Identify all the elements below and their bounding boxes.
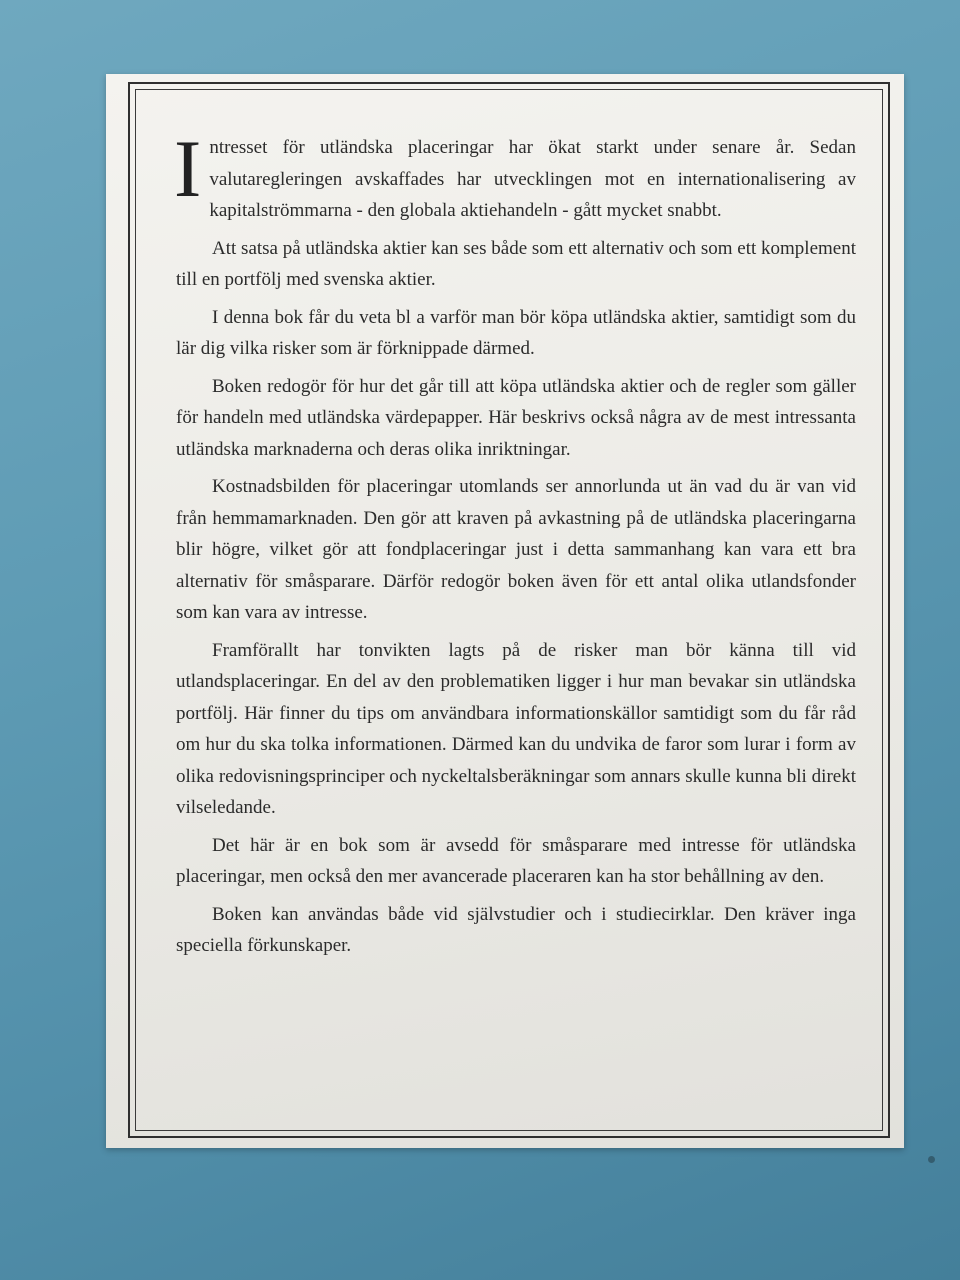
paragraph-2: Att satsa på utländska aktier kan ses både som ett alternativ och som ett komplement till en portfölj med svenska aktier.: [176, 237, 856, 290]
back-cover-panel: [106, 74, 904, 1148]
blurb-text: [174, 123, 856, 968]
paragraph-6: Framförallt har tonvikten lagts på de risker man bör känna till vid utlandsplaceringar. En del av den problematiken ligger i hur man bevakar sin utländska portfölj. Här finner du tips om användbara informationskällor samtidigt som du får råd om hur du ska tolka informationen. Därmed kan du undvika de faror som lurar i form av olika redovisningsprinciper och nyckeltalsberäkningar som annars skulle kunna bli direkt vilseledande.: [176, 639, 856, 818]
paragraph-5: Kostnadsbilden för placeringar utomlands ser annorlunda ut än vad du är van vid från hemmamarknaden. Den gör att kraven på avkastning på de utländska placeringarna blir högre, vilket gör att fondplaceringar just i detta sammanhang kan vara ett bra alternativ för småsparare. Därför redogör boken även för ett antal olika utlandsfonder som kan vara av intresse.: [176, 476, 856, 623]
double-border-frame: [128, 82, 890, 1138]
paragraph-3: I denna bok får du veta bl a varför man bör köpa utländska aktier, samtidigt som du lär dig vilka risker som är förknippade därmed.: [176, 306, 856, 359]
paragraph-8: Boken kan användas både vid självstudier och i studiecirklar. Den kräver inga speciella förkunskaper.: [176, 903, 856, 956]
paragraph-1: Intresset för utländska placeringar har ökat starkt under senare år. Sedan valutaregleringen avskaffades har utvecklingen mot en internationalisering av kapitalströmmarna - den globala aktiehandeln - gått mycket snabbt.: [174, 123, 856, 221]
paragraph-4: Boken redogör för hur det går till att köpa utländska aktier och de regler som gäller för handeln med utländska värdepapper. Här beskrivs också några av de mest intressanta utländska marknaderna och deras olika inriktningar.: [176, 375, 856, 460]
inner-border: [135, 89, 883, 1131]
drop-cap: I: [174, 123, 202, 214]
blemish-dot: [928, 1156, 935, 1163]
paragraph-7: Det här är en bok som är avsedd för småsparare med intresse för utländska placeringar, men också den mer avancerade placeraren kan ha stor behållning av den.: [176, 834, 856, 887]
